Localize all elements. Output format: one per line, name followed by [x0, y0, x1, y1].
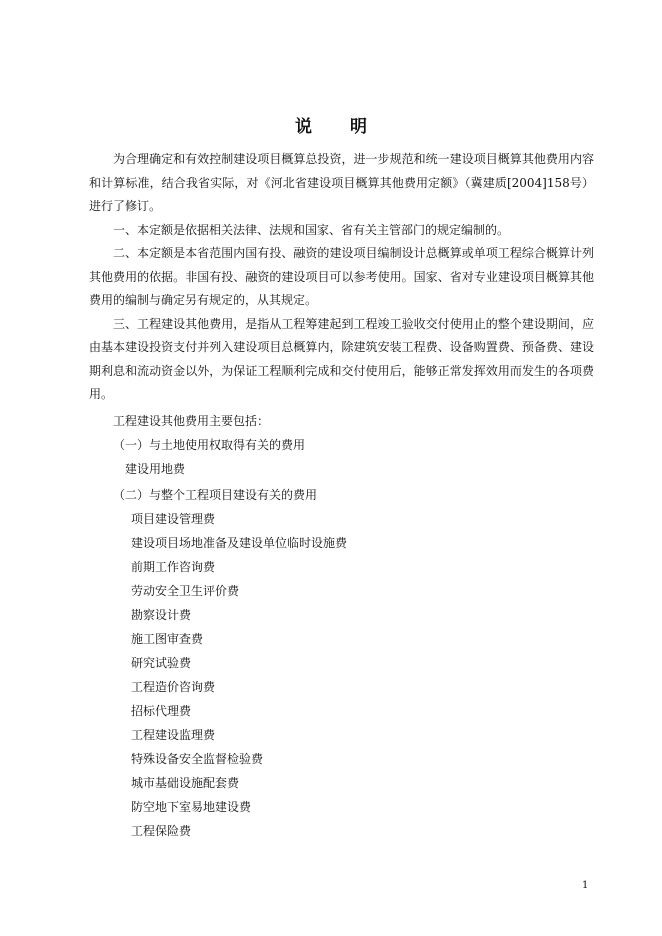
list-item: 防空地下室易地建设费	[131, 800, 252, 814]
paragraph-clause-2: 二、本定额是本省范围内国有投、融资的建设项目编制设计总概算或单项工程综合概算计列其他费用的依据。非国有投、融资的建设项目可以参考使用。国家、省对专业建设项目概算其他费用的编制与确定另有规定的，从其规定。	[89, 246, 594, 307]
list-item: 招标代理费	[131, 704, 192, 718]
list-item: 工程造价咨询费	[131, 680, 216, 694]
paragraph-intro: 为合理确定和有效控制建设项目概算总投资，进一步规范和统一建设项目概算其他费用内容和计算标准，结合我省实际，对《河北省建设项目概算其他费用定额》（冀建质[2004]158号）进行了修订。	[89, 152, 594, 213]
section-heading-2: （二）与整个工程项目建设有关的费用	[113, 488, 318, 502]
list-item: 劳动安全卫生评价费	[131, 584, 240, 598]
list-item: 勘察设计费	[131, 608, 192, 622]
paragraph-clause-1: 一、本定额是依据相关法律、法规和国家、省有关主管部门的规定编制的。	[113, 222, 510, 237]
list-item: 工程建设监理费	[131, 728, 216, 742]
body-paragraphs	[89, 148, 594, 407]
section-heading-1: （一）与土地使用权取得有关的费用	[113, 438, 306, 452]
list-intro: 工程建设其他费用主要包括：	[113, 414, 270, 428]
list-item: 研究试验费	[131, 656, 192, 670]
list-item: 施工图审查费	[131, 632, 204, 646]
page-title: 说 明	[295, 117, 383, 137]
list-item: 前期工作咨询费	[131, 560, 216, 574]
paragraph-clause-3: 三、工程建设其他费用，是指从工程筹建起到工程竣工验收交付使用止的整个建设期间，应由基本建设投资支付并列入建设项目总概算内，除建筑安装工程费、设备购置费、预备费、建设期利息和流动资金以外，为保证工程顺利完成和交付使用后，能够正常发挥效用而发生的各项费用。	[89, 316, 594, 401]
page-number: 1	[582, 880, 589, 891]
list-item: 城市基础设施配套费	[131, 776, 240, 790]
list-item: 特殊设备安全监督检验费	[131, 752, 264, 766]
list-item: 建设项目场地准备及建设单位临时设施费	[131, 536, 348, 550]
list-item: 项目建设管理费	[131, 512, 216, 526]
list-item: 建设用地费	[125, 462, 186, 476]
list-item: 工程保险费	[131, 824, 192, 838]
